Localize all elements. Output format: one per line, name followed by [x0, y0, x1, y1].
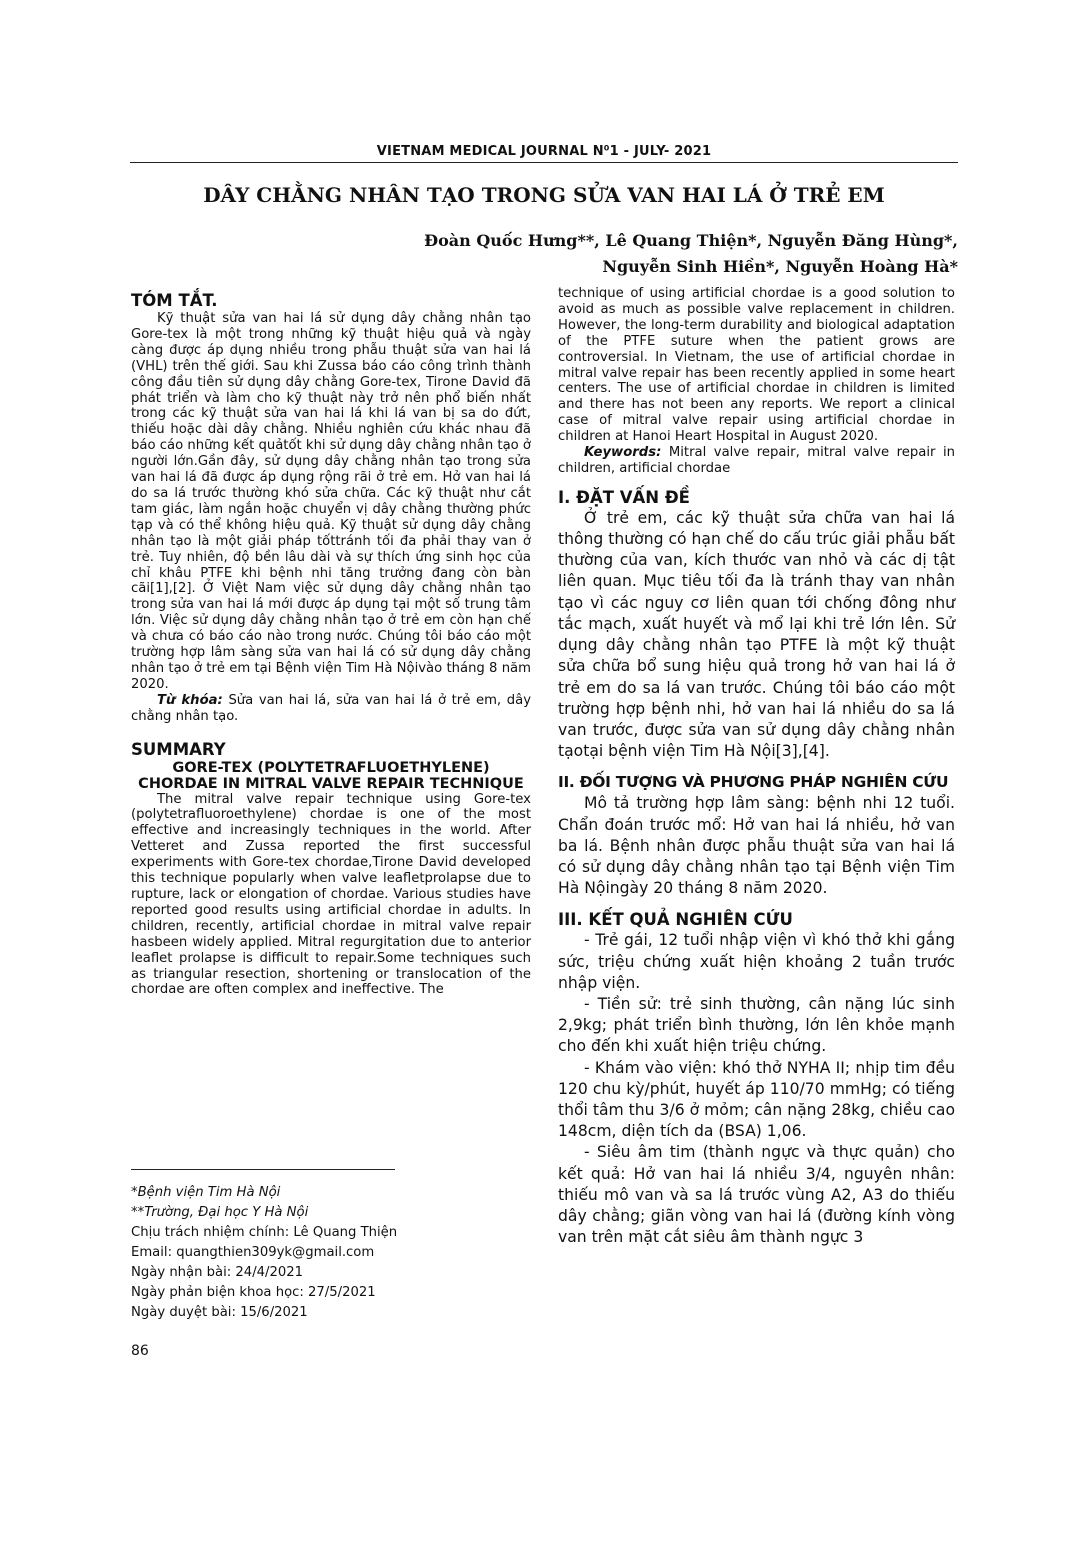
tom-tat-keywords-label: Từ khóa: [157, 692, 223, 708]
section-2 [558, 793, 955, 899]
section-3-item: - Khám vào viện: khó thở NYHA II; nhịp tim đều 120 chu kỳ/phút, huyết áp 110/70 mmHg; có tiếng thổi tâm thu 3/6 ở mỏm; cân nặng 28kg, chiều cao 148cm, diện tích da (BSA) 1,06. [558, 1058, 955, 1141]
footnotes [131, 1183, 531, 1323]
summary-body-right: technique of using artificial chordae is a good solution to avoid as much as possible valve replacement in children. However, the long-term durability and biological adaptation of the PTFE suture when the patient grows are controversial. In Vietnam, the use of artificial chordae in mitral valve repair has been recently applied in some heart centers. The use of artificial chordae in children is limited and there has not been any reports. We report a clinical case of mitral valve repair using artificial chordae in children at Hanoi Heart Hospital in August 2020. [558, 286, 955, 445]
section-1-heading: I. ĐẶT VẤN ĐỀ [558, 487, 690, 507]
article-title: DÂY CHẰNG NHÂN TẠO TRONG SỬA VAN HAI LÁ Ở TRẺ EM [203, 183, 885, 207]
tom-tat-keywords [131, 693, 531, 725]
date-reviewed: Ngày phản biện khoa học: 27/5/2021 [131, 1285, 376, 1300]
section-1-body: Ở trẻ em, các kỹ thuật sửa chữa van hai lá thông thường có hạn chế do cấu trúc giải phẫu bất thường của van, kích thước van nhỏ và các dị tật liên quan. Mục tiêu tối đa là tránh thay van nhân tạo vì các nguy cơ liên quan tới chống đông như tắc mạch, xuất huyết và mổ lại khi trẻ lớn lên. Sử dụng dây chằng nhân tạo PTFE là một kỹ thuật sửa chữa bổ sung hiệu quả trong hở van hai lá ở trẻ em do sa lá van trước. Chúng tôi báo cáo một trường hợp bệnh nhi, hở van hai lá nhiều do sa lá van trước, được sửa van sử dụng dây chằng nhân tạotại bệnh viện Tim Hà Nội[3],[4]. [558, 508, 955, 761]
tom-tat-keywords-text: Sửa van hai lá, sửa van hai lá ở trẻ em, dây chằng nhân tạo. [131, 692, 532, 724]
affiliation-1: *Bệnh viện Tim Hà Nội [131, 1185, 281, 1200]
header-rule [130, 162, 958, 163]
summary-keywords [558, 445, 955, 477]
section-3-heading: III. KẾT QUẢ NGHIÊN CỨU [558, 910, 793, 930]
summary-heading: SUMMARY [131, 739, 226, 759]
summary-subtitle: GORE-TEX (POLYTETRAFLUOETHYLENE) CHORDAE IN MITRAL VALVE REPAIR TECHNIQUE [138, 759, 524, 792]
section-3-item: - Trẻ gái, 12 tuổi nhập viện vì khó thở khi gắng sức, triệu chứng xuất hiện khoảng 2 tuần trước nhập viện. [558, 931, 955, 992]
section-1 [558, 508, 955, 762]
footnote-rule [131, 1169, 395, 1170]
summary-keywords-text: Mitral valve repair, mitral valve repair in children, artificial chordae [558, 445, 955, 476]
author-list [258, 228, 958, 280]
date-received: Ngày nhận bài: 24/4/2021 [131, 1265, 304, 1280]
right-column [558, 286, 955, 1248]
author-line-1: Đoàn Quốc Hưng**, Lê Quang Thiện*, Nguyễn Đăng Hùng*, [424, 231, 958, 250]
section-3 [558, 930, 955, 1248]
author-line-2: Nguyễn Sinh Hiền*, Nguyễn Hoàng Hà* [602, 257, 958, 276]
summary-keywords-label: Keywords: [584, 445, 662, 461]
section-2-body: Mô tả trường hợp lâm sàng: bệnh nhi 12 tuổi. Chẩn đoán trước mổ: Hở van hai lá nhiều, hở van ba lá. Bệnh nhân được phẫu thuật sửa van hai lá có sử dụng dây chằng nhân tạo tại Bệnh viện Tim Hà Nộingày 20 tháng 8 năm 2020. [558, 794, 955, 898]
summary-body-left: The mitral valve repair technique using Gore-tex (polytetrafluoroethylene) chordae is one of the most effective and increasingly techniques in the world. After Vetteret and Zussa reported the first successful experiments with Gore-tex chordae,Tirone David developed this technique popularly when valve leafletprolapse due to rupture, lack or elongation of chordae. Various studies have reported good results using artificial chordae in adults. In children, recently, artificial chordae in mitral valve repair hasbeen widely applied. Mitral regurgitation due to anterior leaflet prolapse is difficult to repair.Some techniques such as triangular resection, shortening or translocation of the chordae are often complex and ineffective. The [131, 791, 531, 998]
left-column [131, 290, 531, 998]
date-approved: Ngày duyệt bài: 15/6/2021 [131, 1305, 308, 1320]
affiliation-2: **Trường, Đại học Y Hà Nội [131, 1205, 309, 1220]
journal-header: VIETNAM MEDICAL JOURNAL N⁰1 - JULY- 2021 [376, 144, 712, 159]
section-3-item: - Tiền sử: trẻ sinh thường, cân nặng lúc sinh 2,9kg; phát triển bình thường, lớn lên khỏe mạnh cho đến khi xuất hiện triệu chứng. [558, 994, 955, 1056]
section-3-item: - Siêu âm tim (thành ngực và thực quản) cho kết quả: Hở van hai lá nhiều 3/4, nguyên nhân: thiếu mô van và sa lá trước vùng A2, A3 do thiếu dây chằng; giãn vòng van hai lá (đường kính vòng van trên mặt cắt siêu âm thành ngực 3 [558, 1143, 955, 1247]
section-2-heading: II. ĐỐI TƯỢNG VÀ PHƯƠNG PHÁP NGHIÊN CỨU [558, 773, 949, 792]
tom-tat-heading: TÓM TẮT. [131, 291, 218, 310]
responsible-author: Chịu trách nhiệm chính: Lê Quang Thiện [131, 1225, 398, 1240]
page-number: 86 [131, 1343, 149, 1359]
tom-tat-body: Kỹ thuật sửa van hai lá sử dụng dây chằng nhân tạo Gore-tex là một trong những kỹ thuật hiệu quả và ngày càng được áp dụng nhiều trong phẫu thuật sửa van hai lá (VHL) trên thế giới. Sau khi Zussa báo cáo công trình thành công đầu tiên sử dụng dây chằng Gore-tex, Tirone David đã phát triển và làm cho kỹ thuật này trở nên phổ biến nhất trong các kỹ thuật sửa van hai lá khi lá van bị sa do đứt, thiếu hoặc dài dây chằng. Nhiều nghiên cứu khác nhau đã báo cáo những kết quảtốt khi sử dụng dây chằng nhân tạo ở người lớn.Gần đây, sử dụng dây chằng nhân tạo trong sửa van hai lá đã được áp dụng rộng rãi ở trẻ em. Hở van hai lá do sa lá trước thường khó sửa chữa. Các kỹ thuật như cắt tam giác, làm ngắn hoặc chuyển vị dây chằng thường phức tạp và có thể không hiệu quả. Kỹ thuật sử dụng dây chằng nhân tạo là một giải pháp tốttránh tối đa phải thay van ở trẻ. Tuy nhiên, độ bền lâu dài và sự thích ứng sinh học của chỉ khâu PTFE khi bệnh nhi tăng trưởng đang còn bàn cãi[1],[2]. Ở Việt Nam việc sử dụng dây chằng nhân tạo trong sửa van hai lá mới được áp dụng tại một số trung tâm lớn. Việc sử dụng dây chằng nhân tạo ở trẻ em còn hạn chế và chưa có báo cáo nào trong nước. Chúng tôi báo cáo một trường hợp lâm sàng sửa van hai lá có sử dụng dây chằng nhân tạo ở trẻ em tại Bệnh viện Tim Hà Nộivào tháng 8 năm 2020. [131, 311, 531, 692]
contact-email: Email: quangthien309yk@gmail.com [131, 1245, 375, 1260]
